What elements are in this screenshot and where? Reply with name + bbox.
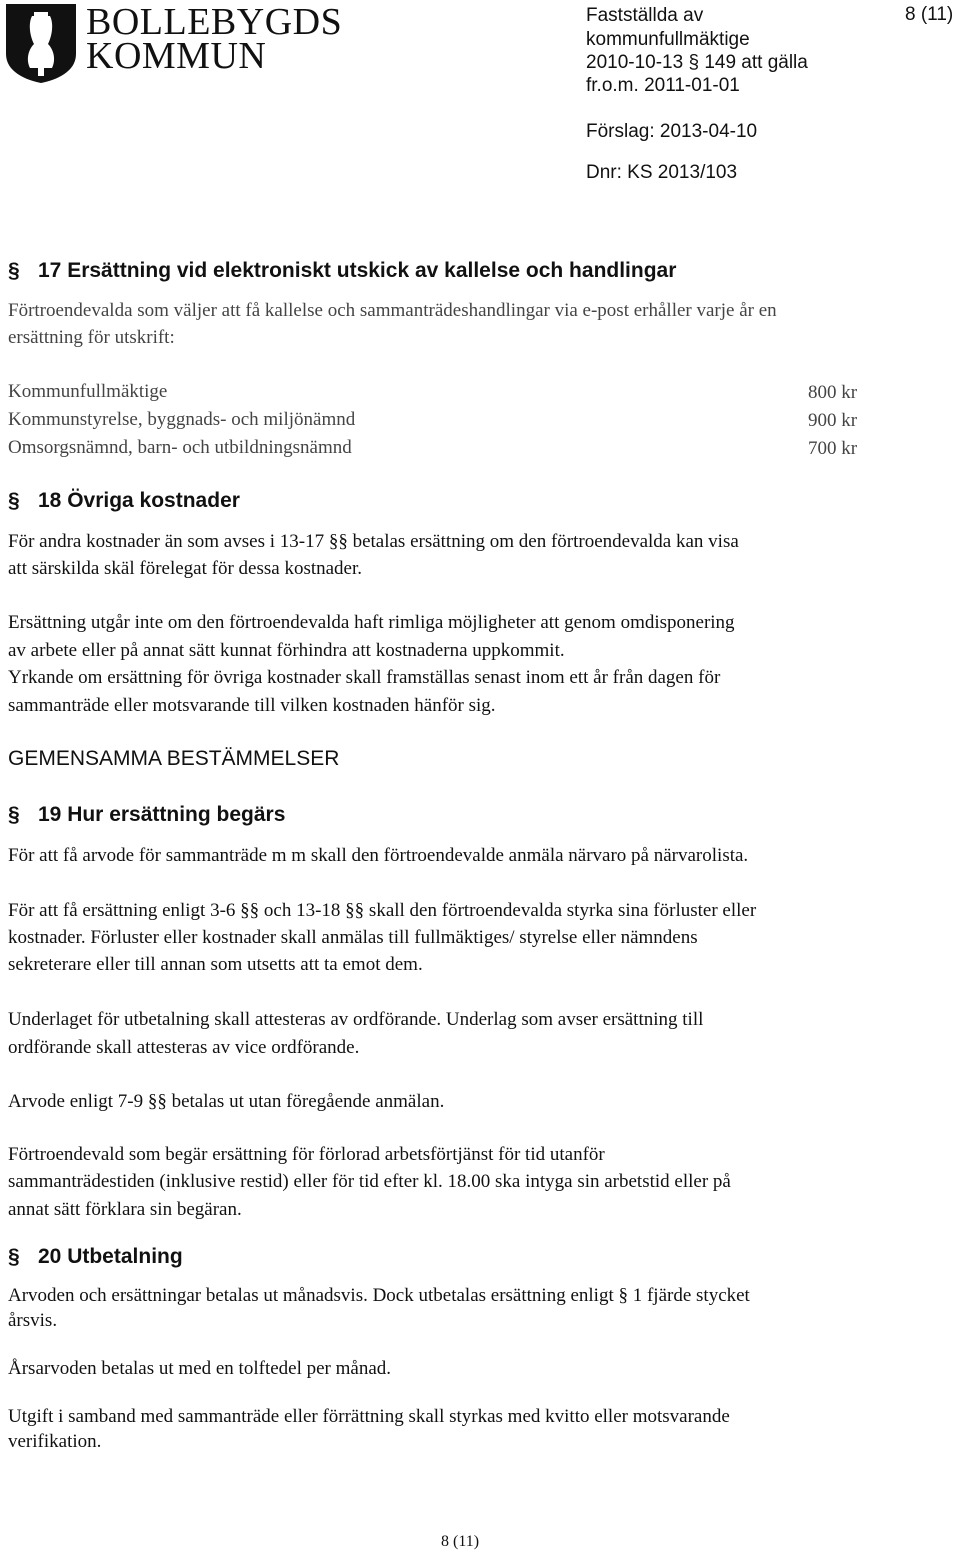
- s17-row-label-3: Omsorgsnämnd, barn- och utbildningsnämnd: [8, 437, 352, 458]
- section-20-heading: [8, 1245, 183, 1269]
- s17-intro-line2: ersättning för utskrift:: [8, 327, 175, 348]
- s20-p1-line2: årsvis.: [8, 1310, 58, 1331]
- s19-p3-line1: Underlaget för utbetalning skall attesteras av ordförande. Underlag som avser ersättning till: [8, 1009, 704, 1030]
- s19-p3-line2: ordförande skall attesteras av vice ordförande.: [8, 1037, 360, 1058]
- s18-p2-line1: Ersättning utgår inte om den förtroendevalda haft rimliga möjligheter att genom omdisponering: [8, 612, 735, 633]
- s18-p2-line4: sammanträde eller motsvarande till vilken kostnaden hänför sig.: [8, 695, 496, 716]
- section-18-title: 18 Övriga kostnader: [38, 489, 240, 512]
- page-number-footer: 8 (11): [441, 1533, 480, 1550]
- s19-p1: För att få arvode för sammanträde m m skall den förtroendevalde anmäla närvaro på närvarolista.: [8, 845, 749, 866]
- page-number-top: 8 (11): [905, 4, 954, 25]
- org-name-line2: KOMMUN: [86, 35, 267, 77]
- s17-row-amount-2: 900 kr: [808, 410, 858, 431]
- s19-p4: Arvode enligt 7-9 §§ betalas ut utan föregående anmälan.: [8, 1091, 445, 1112]
- s18-p2-line2: av arbete eller på annat sätt kunnat förhindra att kostnaderna uppkommit.: [8, 640, 565, 661]
- proposal-date: Förslag: 2013-04-10: [586, 121, 758, 142]
- section-17-title: 17 Ersättning vid elektroniskt utskick av kallelse och handlingar: [38, 259, 677, 282]
- paragraph-sign: §: [8, 803, 20, 826]
- s20-p2: Årsarvoden betalas ut med en tolftedel per månad.: [8, 1358, 392, 1379]
- municipality-crest-icon: [4, 2, 78, 84]
- section-19-title: 19 Hur ersättning begärs: [38, 803, 286, 826]
- s18-p2-line3: Yrkande om ersättning för övriga kostnader skall framställas senast inom ett år från dagen för: [8, 667, 721, 688]
- s17-intro-line1: Förtroendevalda som väljer att få kallelse och sammanträdeshandlingar via e-post erhåller varje år en: [8, 300, 777, 321]
- adopted-date: 2010-10-13 § 149 att gälla: [586, 52, 808, 73]
- adopted-by-line: Fastställda av: [586, 5, 704, 26]
- s20-p3-line2: verifikation.: [8, 1431, 102, 1452]
- s17-row-amount-1: 800 kr: [808, 382, 858, 403]
- s19-p2-line2: kostnader. Förluster eller kostnader skall anmälas till fullmäktiges/ styrelse eller nämndens: [8, 927, 698, 948]
- s19-p5-line3: annat sätt förklara sin begäran.: [8, 1199, 242, 1220]
- s17-row-label-2: Kommunstyrelse, byggnads- och miljönämnd: [8, 409, 356, 430]
- s17-row-amount-3: 700 kr: [808, 438, 858, 459]
- s19-p2-line1: För att få ersättning enligt 3-6 §§ och 13-18 §§ skall den förtroendevalda styrka sina förluster eller: [8, 900, 757, 921]
- paragraph-sign: §: [8, 489, 20, 512]
- valid-from: fr.o.m. 2011-01-01: [586, 75, 740, 96]
- org-name-line1: BOLLEBYGDS: [86, 1, 343, 43]
- section-20-title: 20 Utbetalning: [38, 1245, 183, 1268]
- section-17-heading: [8, 259, 676, 283]
- section-18-heading: [8, 489, 240, 513]
- paragraph-sign: §: [8, 1245, 20, 1268]
- common-provisions-heading: GEMENSAMMA BESTÄMMELSER: [8, 747, 340, 770]
- s19-p5-line2: sammanträdestiden (inklusive restid) eller för tid efter kl. 18.00 ska intyga sin arbetstid eller på: [8, 1171, 731, 1192]
- s17-row-label-1: Kommunfullmäktige: [8, 381, 168, 402]
- s19-p2-line3: sekreterare eller till annan som utsetts att ta emot dem.: [8, 954, 423, 975]
- s18-p1-line2: att särskilda skäl förelegat för dessa kostnader.: [8, 558, 363, 579]
- diary-number: Dnr: KS 2013/103: [586, 162, 738, 183]
- s19-p5-line1: Förtroendevald som begär ersättning för förlorad arbetsförtjänst för tid utanför: [8, 1144, 605, 1165]
- s18-p1-line1: För andra kostnader än som avses i 13-17 §§ betalas ersättning om den förtroendevalda kan visa: [8, 531, 739, 552]
- paragraph-sign: §: [8, 259, 20, 282]
- section-19-heading: [8, 803, 285, 827]
- s20-p1-line1: Arvoden och ersättningar betalas ut månadsvis. Dock utbetalas ersättning enligt § 1 fjärde stycket: [8, 1285, 750, 1306]
- s20-p3-line1: Utgift i samband med sammanträde eller förrättning skall styrkas med kvitto eller motsvarande: [8, 1406, 730, 1427]
- adopted-by-body: kommunfullmäktige: [586, 29, 750, 50]
